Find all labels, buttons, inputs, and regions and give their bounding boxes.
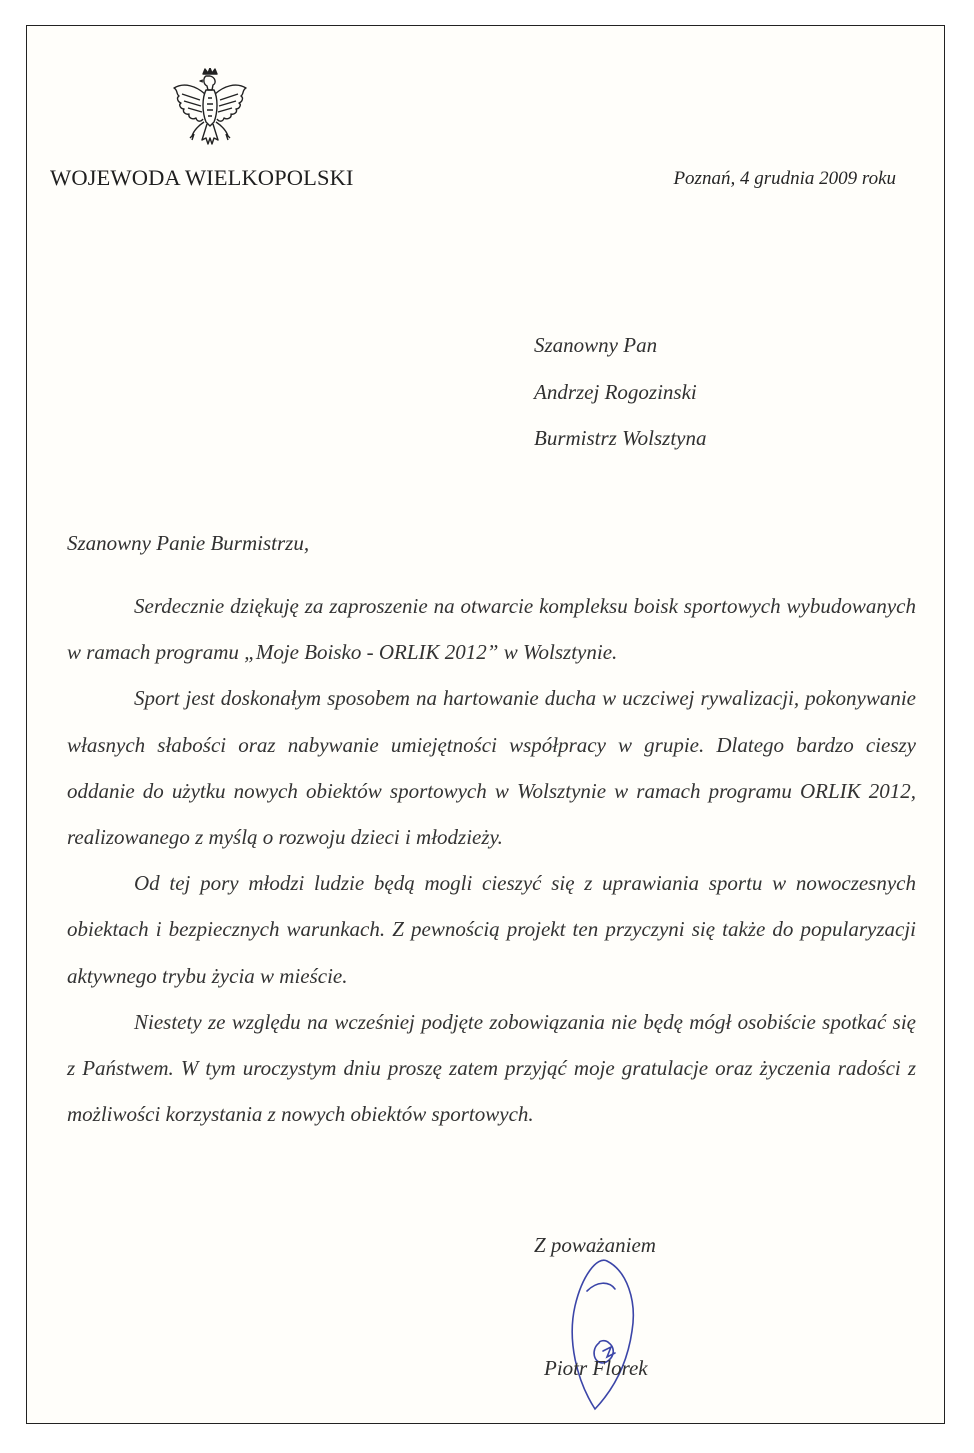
recipient-title: Burmistrz Wolsztyna xyxy=(534,426,707,450)
handwritten-signature xyxy=(537,1231,657,1416)
letter-date: Poznań, 4 grudnia 2009 roku xyxy=(673,168,896,189)
eagle-emblem-icon xyxy=(170,68,250,160)
recipient-block xyxy=(534,322,707,462)
body-paragraph: Niestety ze względu na wcześniej podjęte zobowiązania nie będę mógł osobiście spotkać się z Państwem. W tym uroczystym dniu proszę zatem przyjąć moje gratulacje oraz życzenia radości z możliwości korzystania z nowych obiektów sportowych. xyxy=(67,1009,916,1127)
issuing-office: WOJEWODA WIELKOPOLSKI xyxy=(50,165,354,190)
salutation: Szanowny Panie Burmistrzu, xyxy=(67,531,310,555)
signer-name: Piotr Florek xyxy=(544,1356,648,1380)
letter-body xyxy=(67,583,916,1137)
body-paragraph: Serdecznie dziękuję za zaproszenie na otwarcie kompleksu boisk sportowych wybudowanych w ramach programu „Moje Boisko - ORLIK 2012” w Wolsztynie. xyxy=(67,594,916,665)
recipient-line-1: Szanowny Pan xyxy=(534,333,658,357)
closing-phrase: Z poważaniem xyxy=(534,1233,656,1257)
body-paragraph: Od tej pory młodzi ludzie będą mogli cieszyć się z uprawiania sportu w nowoczesnych obiektach i bezpiecznych warunkach. Z pewnością projekt ten przyczyni się także do popularyzacji aktywnego trybu życia w mieście. xyxy=(67,871,916,988)
letter-page xyxy=(26,25,945,1424)
body-paragraph: Sport jest doskonałym sposobem na hartowanie ducha w uczciwej rywalizacji, pokonywanie własnych słabości oraz nabywanie umiejętności współpracy w grupie. Dlatego bardzo cieszy oddanie do użytku nowych obiektów sportowych w Wolsztynie w ramach programu ORLIK 2012, realizowanego z myślą o rozwoju dzieci i młodzieży. xyxy=(67,686,916,850)
recipient-name: Andrzej Rogozinski xyxy=(534,379,697,404)
